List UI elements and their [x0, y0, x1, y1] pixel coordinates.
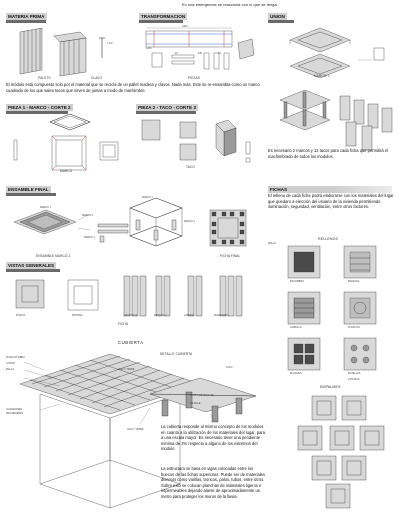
empalmes-drawing	[290, 390, 400, 515]
transformacion-drawing	[142, 25, 262, 80]
transformacion-header: TRANSFORMACION	[141, 13, 186, 19]
nail-drawing	[99, 38, 105, 58]
callout: CLAVADORES	[6, 408, 22, 411]
pieza2-header: PIEZA 2 - TACO - CORTE 3	[138, 104, 196, 110]
union-marco-label: MARCO 1	[314, 74, 330, 78]
vista-caption: FRONTAL	[72, 314, 83, 317]
relleno-bloques	[288, 338, 320, 370]
relleno-label: ESCOMBRO	[290, 280, 304, 283]
pallet-drawing	[16, 26, 136, 86]
vista-frontal	[68, 280, 98, 310]
pallet-left	[20, 28, 42, 74]
cubierta-note-2: La estructura se basa en vigas colocadas entre los huecos de las fichas superiores. Puede ser de materiales diversos como varillas, troncos, palos, tubos, entre otros. Sobre esto se colocan planchas de materiales ligeros e impermeables dejando alarse de aproximadamente un metro para proteger los muros de la lluvia.	[161, 466, 265, 499]
vista-planta	[16, 280, 44, 308]
callout: VIGA Y TRABE	[118, 368, 135, 371]
ensamble-label: MARCO 1	[84, 236, 95, 239]
callout: VIGA Y TRABE	[127, 428, 144, 431]
relleno-plastico	[344, 292, 376, 324]
union-header: UNION	[270, 13, 285, 19]
union-note: Es necesario 2 marcos y 12 tacos para cada ficha que permitirá el machimbrado de todos los modulos.	[268, 148, 388, 159]
vista-caption: PLANTA	[16, 314, 26, 317]
top-note: En una emergencia se reacciona con lo que se tenga.	[182, 3, 278, 7]
callout: PLANCHA FIBRA	[6, 356, 25, 359]
roof-plane	[20, 354, 200, 414]
marco-drawing	[8, 112, 133, 187]
dim-label: 40	[175, 52, 178, 55]
callout: TACO	[226, 366, 233, 369]
rellenos-grid	[268, 240, 398, 380]
ficha-final-caption: FICHA FINAL	[220, 254, 241, 258]
dim-label: 40	[218, 52, 221, 55]
ensamble-caption: ENSAMBLE MARCO 2	[36, 254, 71, 258]
fichas-note: El relleno de cada ficha podrá elaborarse con los materiales del lugar que quedaro a elección del usuario de la vivienda permitiendo iluminación, seguridad, ventilación, entre otros factores.	[268, 193, 394, 210]
dim-label: 100	[198, 52, 202, 55]
vista-caption: FRONTAL B	[124, 314, 138, 317]
ensamble-flat	[14, 210, 76, 234]
ensamble-frame-parts	[98, 224, 128, 242]
callout: PROVENIENTE	[6, 412, 24, 415]
relleno-label: BOTELLAS	[348, 372, 361, 375]
ficha-final	[210, 210, 246, 246]
empalmes-title: EMPALMES	[320, 385, 341, 389]
ensamble-label: MARCO 1	[142, 196, 153, 199]
marco-label: MARCO	[60, 169, 73, 173]
ensamble-exploded-box	[130, 198, 182, 246]
dim-label: 1000	[182, 25, 188, 28]
union-drawing	[270, 20, 400, 150]
palets-label: PALETS	[38, 76, 51, 80]
relleno-label: PLASTICO	[348, 326, 360, 329]
relleno-label: BALDOSA	[348, 280, 360, 283]
clavo-label: CLAVO	[91, 76, 103, 80]
materia-prima-note: El módulo está compuesto solo por el material que se recicla de un pallet madera y clavos. Nada más. Este se re-ensambla como un marco cuadrado de los que salen tacos que sirven de juntas a modo de machimbre.	[6, 82, 260, 93]
vista-columnas	[124, 276, 242, 316]
callout: LISTON	[6, 362, 15, 365]
pieza1-header: PIEZA 1 - MARCO - CORTE 2	[8, 104, 71, 110]
rellenos-title: RELLENOS	[318, 237, 338, 241]
union-exploded	[280, 90, 392, 150]
cubierta-note-1: La cubierta responde al mismo concepto de los modulos en cuanto a la utilización de los materiales del lugar, para a una escala mayor. Es necesario tener una pendiente mínima de 2% respecto a alguno de los extremos del modulo.	[161, 424, 265, 452]
callout: MALLA	[6, 368, 14, 371]
vista-caption: LATERAL	[184, 314, 195, 317]
ensamble-header: ENSAMBLE FINAL	[8, 186, 49, 192]
detalle-cubierta-label: DETALLE CUBIERTA	[160, 352, 193, 356]
fichas-header: FICHAS	[268, 186, 392, 193]
ensamble-drawing	[6, 192, 266, 262]
ensamble-label: MARCO 2	[184, 220, 195, 223]
relleno-botellas	[344, 338, 376, 370]
pallet-right	[54, 32, 86, 76]
relleno-ladrillo	[288, 292, 320, 324]
relleno-label: LATA MAS	[348, 378, 360, 381]
taco-drawing	[136, 114, 266, 184]
taco-label: TACO	[186, 165, 196, 169]
relleno-baldosa	[344, 246, 376, 278]
piezas-label: PIEZAS	[188, 76, 200, 80]
vista-caption: FRONTAL C	[154, 314, 168, 317]
cubierta-title: CUBIERTA	[118, 340, 144, 345]
dim-label: 1200	[146, 47, 152, 50]
relleno-escombro	[288, 246, 320, 278]
vistas-header: VISTAS GENERALES	[8, 262, 55, 268]
ensamble-label: MARCO 1	[40, 206, 51, 209]
vista-caption: ISOMETRICA	[214, 314, 229, 317]
callout: DETALLE	[190, 402, 201, 405]
relleno-label: BLOQUES	[290, 372, 302, 375]
relleno-label: LADRILLO	[290, 326, 302, 329]
ensamble-label: MARCO 2	[82, 214, 93, 217]
clavo-dim: 1 1/2"	[107, 42, 114, 45]
header-bar	[139, 20, 183, 23]
materia-prima-header: MATERIA PRIMA	[8, 13, 45, 19]
header-bar	[6, 20, 46, 23]
callout: PUNTO DE ANCLAJE	[190, 394, 214, 397]
relleno-label: MALLA	[268, 242, 276, 245]
ficha-label: FICHA	[118, 322, 129, 326]
